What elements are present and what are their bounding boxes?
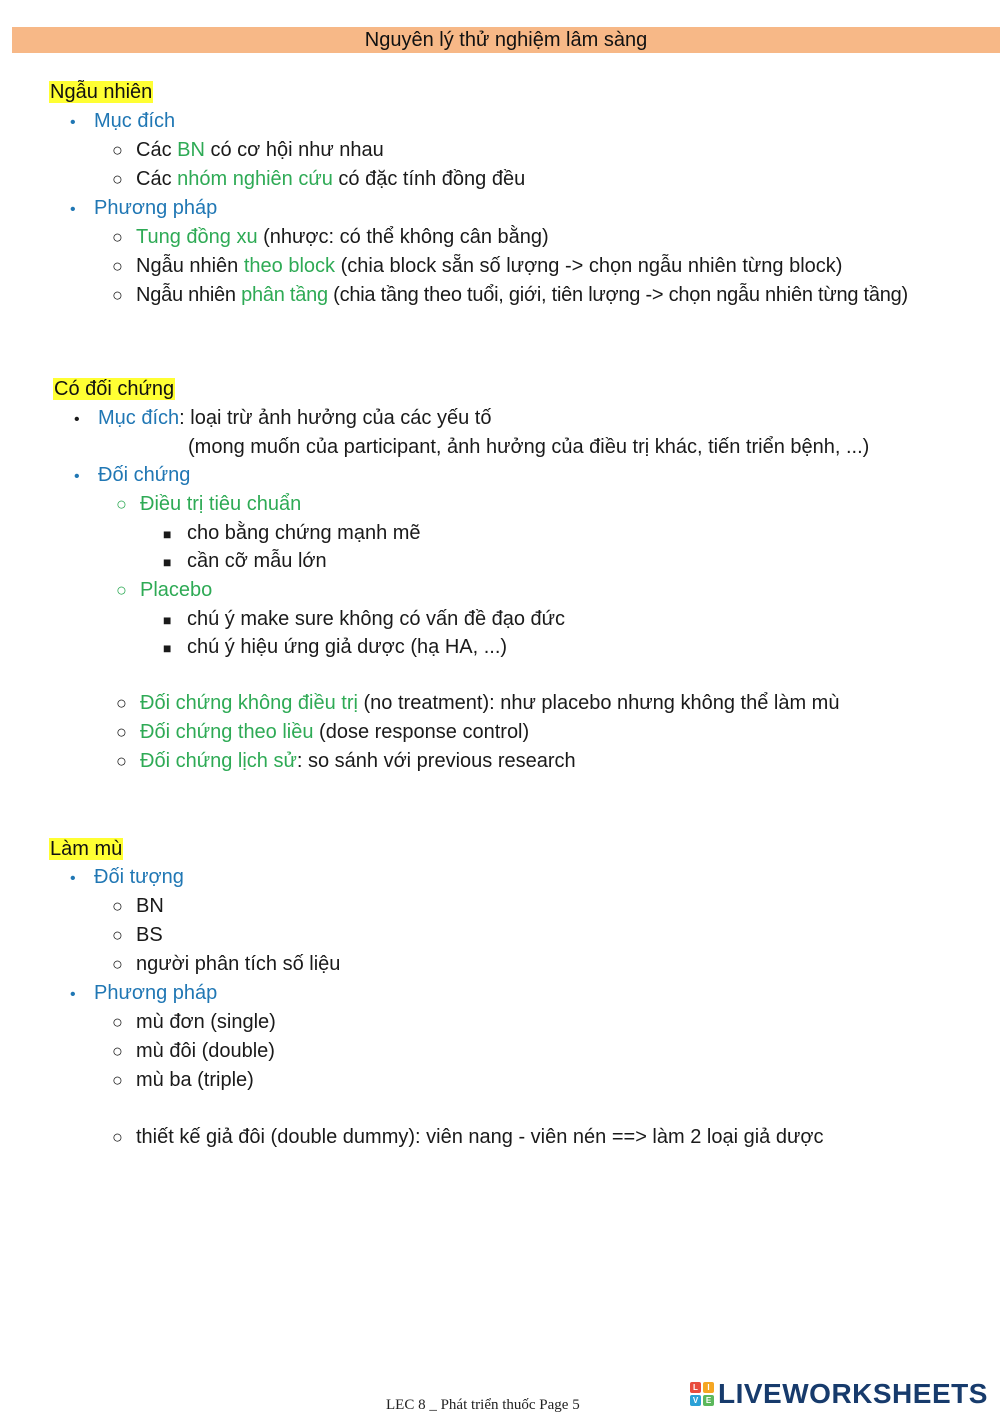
bullet-muc-dich: • Mục đích (70, 110, 176, 132)
section-heading-ngau-nhien: Ngẫu nhiên (50, 81, 153, 103)
list-item: ○ BN (112, 895, 164, 917)
logo-text: LIVEWORKSHEETS (718, 1378, 988, 1409)
list-item: ■ chú ý make sure không có vấn đề đạo đức (163, 608, 566, 630)
list-item: ○ Ngẫu nhiên phân tầng (chia tầng theo tuổi, giới, tiên lượng -> chọn ngẫu nhiên từng tầng) (112, 284, 908, 306)
muc-dich-continuation: (mong muốn của participant, ảnh hưởng của điều trị khác, tiến triển bệnh, ...) (188, 436, 870, 458)
section-heading-co-doi-chung: Có đối chứng (54, 378, 175, 400)
bullet-phuong-phap: • Phương pháp (70, 197, 218, 219)
list-item: ■ chú ý hiệu ứng giả dược (hạ HA, ...) (163, 636, 508, 658)
list-item: ○ Đối chứng lịch sử: so sánh với previous research (116, 750, 576, 772)
page-title: Nguyên lý thử nghiệm lâm sàng (12, 27, 1000, 53)
page-footer: LEC 8 _ Phát triển thuốc Page 5 (386, 1397, 580, 1413)
bullet-doi-chung: • Đối chứng (74, 464, 191, 486)
list-item: ■ cho bằng chứng mạnh mẽ (163, 522, 421, 544)
sub-placebo: ○ Placebo (116, 579, 213, 601)
bullet-phuong-phap-2: • Phương pháp (70, 982, 218, 1004)
list-item: ○ người phân tích số liệu (112, 953, 341, 975)
list-item: ○ mù đôi (double) (112, 1040, 275, 1062)
list-item: ○ Đối chứng không điều trị (no treatment): như placebo nhưng không thể làm mù (116, 692, 840, 714)
sub-dieu-tri-tieu-chuan: ○ Điều trị tiêu chuẩn (116, 493, 302, 515)
bullet-muc-dich-2: • Mục đích: loại trừ ảnh hưởng của các yếu tố (74, 407, 492, 429)
bullet-doi-tuong: • Đối tượng (70, 866, 184, 888)
list-item: ■ cần cỡ mẫu lớn (163, 550, 327, 572)
logo-icon: L I V E (690, 1382, 714, 1406)
list-item: ○ Các BN có cơ hội như nhau (112, 139, 384, 161)
list-item: ○ mù đơn (single) (112, 1011, 276, 1033)
list-item: ○ Tung đồng xu (nhược: có thể không cân bằng) (112, 226, 549, 248)
list-item: ○ Ngẫu nhiên theo block (chia block sẵn số lượng -> chọn ngẫu nhiên từng block) (112, 255, 843, 277)
list-item: ○ thiết kế giả đôi (double dummy): viên nang - viên nén ==> làm 2 loại giả dược (112, 1126, 824, 1148)
liveworksheets-logo[interactable] (690, 1378, 988, 1410)
list-item: ○ BS (112, 924, 163, 946)
list-item: ○ Đối chứng theo liều (dose response control) (116, 721, 530, 743)
list-item: ○ mù ba (triple) (112, 1069, 254, 1091)
section-heading-lam-mu: Làm mù (50, 838, 123, 860)
list-item: ○ Các nhóm nghiên cứu có đặc tính đồng đều (112, 168, 526, 190)
